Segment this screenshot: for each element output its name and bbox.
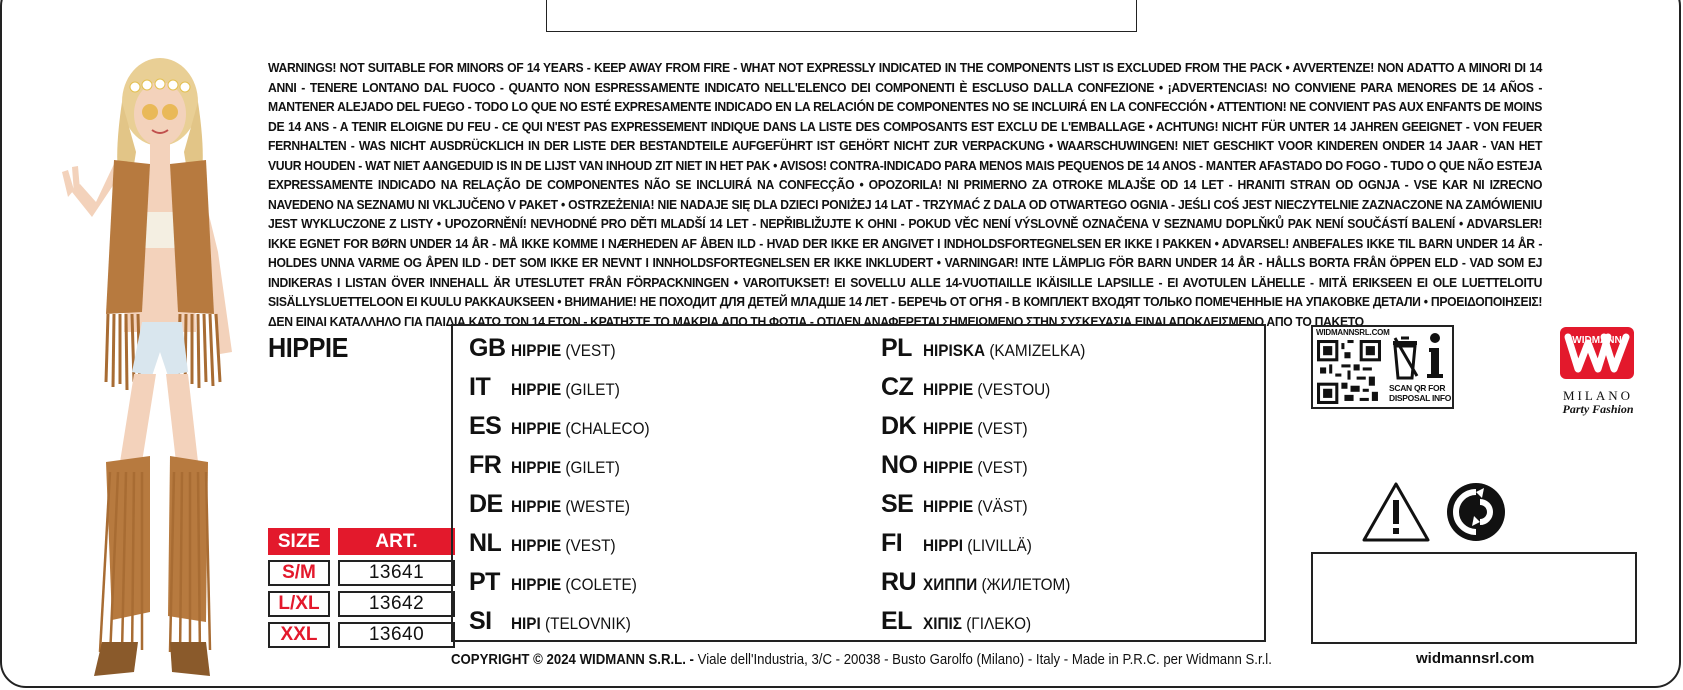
- language-row: [469, 490, 665, 529]
- warning-triangle-icon: [1360, 480, 1432, 544]
- language-row: [469, 412, 665, 451]
- language-code: DE: [469, 490, 503, 518]
- size-row: [268, 622, 455, 648]
- language-code: NO: [881, 451, 918, 479]
- language-code: GB: [469, 334, 506, 362]
- qr-code-icon: [1317, 340, 1381, 404]
- logo-brand-text: WIDMANN: [1572, 335, 1622, 346]
- language-code: NL: [469, 529, 502, 557]
- brand-logo: [1558, 325, 1638, 417]
- top-label-box: [546, 0, 1137, 32]
- language-name: HIPPIE: [511, 536, 562, 555]
- language-code: EL: [881, 607, 912, 635]
- language-translation: (TELOVNIK): [545, 614, 631, 633]
- language-name: HIPPIE: [923, 458, 974, 477]
- language-row: [469, 529, 665, 568]
- language-translation: (VÄST): [977, 497, 1028, 516]
- language-row: [469, 607, 665, 646]
- language-name: HIPPIE: [511, 380, 562, 399]
- warnings-text: WARNINGS! NOT SUITABLE FOR MINORS OF 14 YEARS - KEEP AWAY FROM FIRE - WHAT NOT EXPRESSLY INDICATED IN THE COMPONENTS LIST IS EXCLUDED FROM THE PACK • AVVERTENZE! NON ADATTO A MINORI DI 14 ANNI - TENERE LONTANO DAL FUOCO - QUANTO NON ESPRESSAMENTE INDICATO NELL'ELENCO DEI COMPONENTI È ESCLUSO DALLA CONFEZIONE • ¡ADVERTENCIAS! NO CONVIENE PARA MENORES DE 14 AÑOS - MANTENER ALEJADO DEL FUEGO - TODO LO QUE NO ESTÉ EXPRESAMENTE INDICADO EN LA RELACIÓN DE COMPONENTES NO SE INCLUIRÁ EN LA CONFECCIÓN • ATTENTION! NE CONVIENT PAS AUX ENFANTS DE MOINS DE 14 ANS - A TENIR ELOIGNE DU FEU - CE QUI N'EST PAS EXPRESSEMENT INDIQUE DANS LA LISTE DES COMPOSANTS EST EXCLU DE L'EMBALLAGE • ACHTUNG! NICHT FÜR UNTER 14 JAHREN GEEIGNET - VON FEUER FERNHALTEN - WAS NICHT AUSDRÜCKLICH IN DER LISTE DER BESTANDTEILE AUFGEFÜHRT IST GEHÖRT NICHT ZUR VERPACKUNG • WAARSCHUWINGEN! NIET GESCHIKT VOOR KINDEREN ONDER 14 JAAR - VAN HET VUUR HOUDEN - WAT NIET AANGEDUID IS IN DE LIJST VAN INHOUD ZIT NIET IN HET PAK • AVISOS! CONTRA-INDICADO PARA MENOS MAIS PEQUENOS DE 14 ANOS - MANTER AFASTADO DO FOGO - TUDO O QUE NÃO ESTEJA EXPRESSAMENTE INDICADO NA RELAÇÃO DE COMPONENTES NÃO SE INCLUIRÁ NA CONFECÇÃO • OPOZORILA! NI PRIMERNO ZA OTROKE MLAJŠE OD 14 LET - HRANITI STRAN OD OGNJA - VSE KAR NI IZRECNO NAVEDENO NA SEZNAMU NI VKLJUČENO V PAKET • OSTRZEŻENIA! NIE NADAJE SIĘ DLA DZIECI PONIŻEJ 14 LAT - TRZYMAĆ Z DALA OD OTWARTEGO OGNIA - JEŚLI COŚ JEST NIECZYTELNIE ZAZNACZONE NA ZAMÓWIENIU JEST WYKLUCZONE Z LISTY • UPOZORNĚNÍ! NEVHODNÉ PRO DĚTI MLADŠÍ 14 LET - NEPŘIBLIŽUJTE K OHNI - POKUD VĚC NENÍ VÝSLOVNĚ OZNAČENA V SEZNAMU DOPLŇKŮ PAK NENÍ SOUČÁSTÍ BALENÍ • ADVARSLER! IKKE EGNET FOR BØRN UNDER 14 ÅR - MÅ IKKE KOMME I NÆRHEDEN AF ÅBEN ILD - HVAD DER IKKE ER ANGIVET I INDHOLDSFORTEGNELSEN ER IKKE I PAKKEN • ADVARSEL! ANBEFALES IKKE TIL BARN UNDER 14 ÅR - HOLDES UNNA VARME OG ÅPEN ILD - DET SOM IKKE ER NEVNT I INNHOLDSFORTEGNELSEN ER IKKE INKLUDERT • VARNINGAR! INTE LÄMPLIG FÖR BARN UNDER 14 ÅR - HÅLLS BORTA FRÅN ÖPPEN ELD - VAD SOM EJ INDIKERAS I LISTAN ÖVER INNEHALL ÄR UTESLUTET FRÅN FÖRPACKNINGEN • VAROITUKSET! EI SOVELLU ALLE 14-VUOTIAILLE IKÄISILLE LAPSILLE - EI AVOTULEN LÄHELLE - MITÄ ERIKSEEN EI OLE LUETTELOITU SISÄLLYSLUETTELOON EI KUULU PAKKAUKSEEN • ВНИМАНИЕ! НЕ ПОХОДИТ ДЛЯ ДЕТЕЙ МЛАДШЕ 14 ЛЕТ - БЕРЕЧЬ ОТ ОГНЯ - В КОМПЛЕКТ ВХОДЯТ ТОЛЬКО ПОМЕЧЕННЫЕ НА УПАКОВКЕ ДЕТАЛИ • ΠΡΟΕΙΔΟΠΟΙΗΣΕΙΣ! ΔΕΝ ΕΙΝΑΙ ΚΑΤΑΛΛΗΛΟ ΓΙΑ ΠΑΙΔΙΑ ΚΑΤΩ ΤΩΝ 14 ΕΤΩΝ - ΚΡΑΤΗΣΤΕ ΤΟ ΜΑΚΡΙΑ ΑΠΟ ΤΗ ΦΩΤΙΑ - ΟΤΙΔΕΝ ΑΝΑΦΕΡΕΤΑΙ ΣΗΜΕΙΩΜΕΝΟ ΣΤΗΝ ΣΥΣΚΕΥΑΣΙΑ ΕΙΝΑΙ ΑΠΟΚΛΕΙΣΜΕΝΟ ΑΠΟ ΤΟ ΠΑΚΕΤΟ: [268, 60, 1543, 329]
- product-title: HIPPIE: [268, 332, 348, 363]
- widmann-logo-icon: [1558, 325, 1636, 381]
- language-name: HIPPIE: [511, 497, 562, 516]
- language-code: CZ: [881, 373, 914, 401]
- language-name: HIPPIE: [923, 380, 974, 399]
- language-row: [881, 607, 1103, 646]
- language-translation: (COLETE): [565, 575, 637, 594]
- language-box: [451, 324, 1266, 642]
- logo-tagline: Party Fashion: [1562, 402, 1634, 416]
- disposal-qr-block: [1311, 325, 1454, 409]
- art-cell: 13640: [338, 622, 455, 648]
- language-code: FI: [881, 529, 903, 557]
- language-name: HIPPI: [923, 536, 963, 555]
- language-column-left: [469, 334, 665, 646]
- language-translation: (ЖИЛЕТОМ): [981, 575, 1071, 594]
- language-name: ХИППИ: [923, 575, 978, 594]
- size-cell: S/M: [268, 560, 330, 586]
- language-translation: (CHALECO): [565, 419, 650, 438]
- language-translation: (WESTE): [565, 497, 631, 516]
- size-row: [268, 560, 455, 586]
- size-header: SIZE: [268, 528, 330, 555]
- language-translation: (GILET): [565, 458, 620, 477]
- language-row: [469, 451, 665, 490]
- size-table: [268, 528, 455, 648]
- logo-city: MILANO: [1563, 388, 1633, 403]
- language-column-right: [881, 334, 1103, 646]
- language-translation: (VESTOU): [977, 380, 1051, 399]
- language-name: HIPPIE: [511, 575, 562, 594]
- language-translation: (LIVILLÄ): [967, 536, 1032, 555]
- size-row: [268, 591, 455, 617]
- scan-qr-text: SCAN QR FOR DISPOSAL INFO: [1389, 383, 1452, 403]
- language-translation: (VEST): [977, 458, 1028, 477]
- costume-model-image: [10, 52, 270, 680]
- language-name: HIPISKA: [923, 341, 986, 360]
- language-code: IT: [469, 373, 491, 401]
- language-name: HIPI: [511, 614, 541, 633]
- language-name: ΧΙΠΙΣ: [923, 614, 962, 633]
- language-translation: (VEST): [565, 536, 616, 555]
- art-cell: 13641: [338, 560, 455, 586]
- copyright-bold: COPYRIGHT © 2024 WIDMANN S.R.L. -: [451, 651, 694, 668]
- language-row: [469, 334, 665, 373]
- disposal-info-icon: [1389, 330, 1451, 382]
- copyright-address: Viale dell'Industria, 3/C - 20038 - Busto Garolfo (Milano) - Italy - Made in P.R.C. per Widmann S.r.l.: [693, 651, 1272, 668]
- language-code: PT: [469, 568, 500, 596]
- language-name: HIPPIE: [511, 458, 562, 477]
- language-row: [881, 334, 1103, 373]
- language-code: SE: [881, 490, 914, 518]
- language-translation: (VEST): [977, 419, 1028, 438]
- language-name: HIPPIE: [511, 341, 562, 360]
- qr-site-label: WIDMANNSRL.COM: [1316, 328, 1390, 337]
- language-row: [469, 568, 665, 607]
- language-code: PL: [881, 334, 912, 362]
- language-row: [881, 373, 1103, 412]
- copyright-line: [451, 651, 1272, 668]
- barcode-label-area: [1311, 552, 1637, 644]
- language-name: HIPPIE: [923, 419, 974, 438]
- language-translation: (VEST): [565, 341, 616, 360]
- language-translation: (ΓΙΛΕΚΟ): [966, 614, 1032, 633]
- language-row: [881, 568, 1103, 607]
- language-code: ES: [469, 412, 502, 440]
- language-row: [881, 490, 1103, 529]
- language-row: [881, 412, 1103, 451]
- language-translation: (KAMIZELKA): [989, 341, 1086, 360]
- language-name: HIPPIE: [923, 497, 974, 516]
- art-header: ART.: [338, 528, 455, 555]
- language-translation: (GILET): [565, 380, 620, 399]
- art-cell: 13642: [338, 591, 455, 617]
- language-code: DK: [881, 412, 917, 440]
- language-code: SI: [469, 607, 492, 635]
- language-row: [469, 373, 665, 412]
- website-url: widmannsrl.com: [1416, 650, 1535, 667]
- language-code: FR: [469, 451, 502, 479]
- language-code: RU: [881, 568, 917, 596]
- language-row: [881, 529, 1103, 568]
- size-cell: XXL: [268, 622, 330, 648]
- green-dot-recycling-icon: [1444, 480, 1508, 544]
- size-cell: L/XL: [268, 591, 330, 617]
- language-name: HIPPIE: [511, 419, 562, 438]
- language-row: [881, 451, 1103, 490]
